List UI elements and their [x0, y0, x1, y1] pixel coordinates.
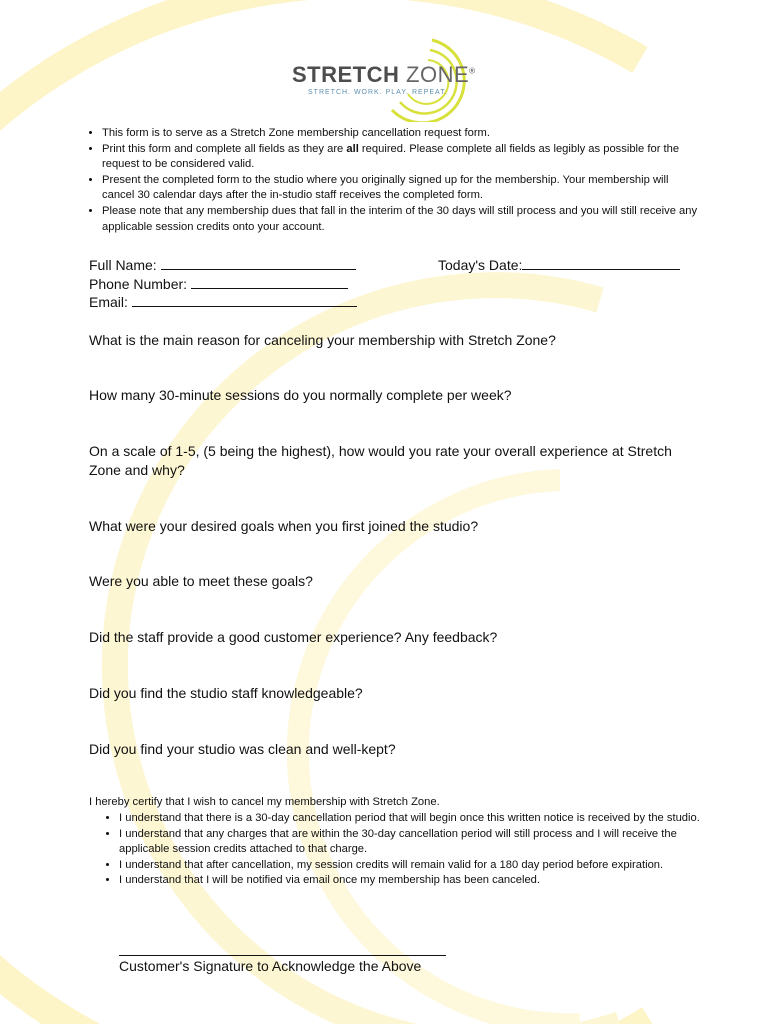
- question-sessions-per-week: How many 30-minute sessions do you normally complete per week?: [89, 387, 512, 403]
- full-name-input-line[interactable]: [161, 257, 356, 270]
- stretch-zone-logo: [282, 32, 482, 122]
- logo-tagline: STRETCH. WORK. PLAY. REPEAT.: [308, 89, 448, 96]
- question-studio-clean: Did you find your studio was clean and well-kept?: [89, 741, 396, 757]
- todays-date-input-line[interactable]: [522, 257, 680, 270]
- acknowledgement-item: • I understand that any charges that are within the 30-day cancellation period will still process and I will receive the applicable session credits attached to that charge.: [119, 827, 724, 858]
- email-input-line[interactable]: [132, 294, 357, 307]
- certification-statement: I hereby certify that I wish to cancel my membership with Stretch Zone.: [89, 796, 440, 808]
- email-field: [89, 294, 357, 310]
- question-goals-met: Were you able to meet these goals?: [89, 573, 313, 589]
- todays-date-label: Today's Date:: [438, 257, 523, 273]
- phone-number-label: Phone Number:: [89, 276, 188, 292]
- instruction-item: • Present the completed form to the studio where you originally signed up for the membership. Your membership will cancel 30 calendar days after the in-studio staff receives the completed form.: [102, 173, 702, 204]
- full-name-label: Full Name:: [89, 257, 157, 273]
- instruction-item: • Please note that any membership dues that fall in the interim of the 30 days will still process and you will still receive any applicable session credits onto your account.: [102, 204, 702, 235]
- phone-number-field: [89, 276, 348, 292]
- instruction-item: • This form is to serve as a Stretch Zone membership cancellation request form.: [102, 126, 702, 142]
- full-name-field: [89, 257, 356, 273]
- acknowledgement-item: • I understand that I will be notified via email once my membership has been canceled.: [119, 873, 724, 889]
- question-desired-goals: What were your desired goals when you first joined the studio?: [89, 518, 479, 534]
- acknowledgement-item: • I understand that there is a 30-day cancellation period that will begin once this written notice is received by the studio.: [119, 811, 724, 827]
- logo-wordmark: STRETCH ZONE®: [292, 62, 476, 87]
- todays-date-field: [438, 257, 680, 273]
- signature-line[interactable]: [119, 955, 446, 956]
- acknowledgement-list: [101, 811, 724, 889]
- question-staff-experience: Did the staff provide a good customer experience? Any feedback?: [89, 629, 498, 645]
- question-overall-rating: On a scale of 1-5, (5 being the highest), how would you rate your overall experience at Stretch Zone and why?: [89, 443, 672, 478]
- instruction-item: • Print this form and complete all fields as they are all required. Please complete all fields as legibly as possible for the request to be considered valid.: [102, 142, 702, 173]
- phone-number-input-line[interactable]: [191, 276, 348, 289]
- email-label: Email:: [89, 294, 128, 310]
- question-main-reason: What is the main reason for canceling your membership with Stretch Zone?: [89, 332, 556, 348]
- question-staff-knowledgeable: Did you find the studio staff knowledgeable?: [89, 685, 363, 701]
- signature-label: Customer's Signature to Acknowledge the Above: [119, 958, 422, 974]
- acknowledgement-item: • I understand that after cancellation, my session credits will remain valid for a 180 day period before expiration.: [119, 858, 724, 874]
- instructions-list: [84, 126, 702, 235]
